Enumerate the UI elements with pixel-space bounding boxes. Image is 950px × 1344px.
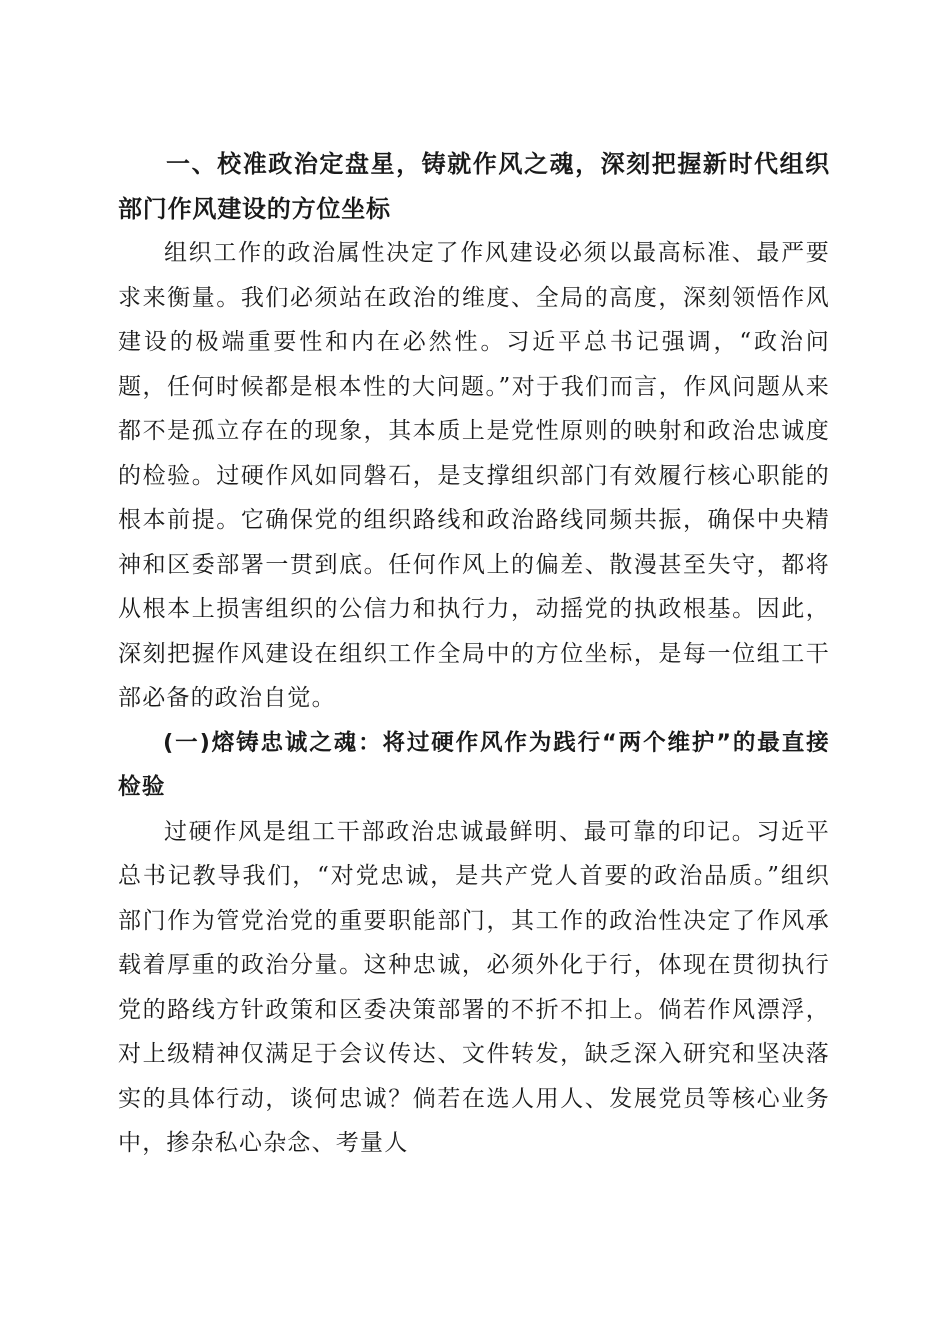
section-heading: 一、校准政治定盘星，铸就作风之魂，深刻把握新时代组织部门作风建设的方位坐标 — [118, 150, 830, 223]
subsection-heading: (一)熔铸忠诚之魂：将过硬作风作为践行“两个维护”的最直接检验 — [118, 729, 830, 800]
document-body — [118, 142, 830, 1166]
body-paragraph: 过硬作风是组工干部政治忠诚最鲜明、最可靠的印记。习近平总书记教导我们，“对党忠诚，是共产党人首要的政治品质。”组织部门作为管党治党的重要职能部门，其工作的政治性决定了作风承载着厚重的政治分量。这种忠诚，必须外化于行，体现在贯彻执行党的路线方针政策和区委决策部署的不折不扣上。倘若作风漂浮，对上级精神仅满足于会议传达、文件转发，缺乏深入研究和坚决落实的具体行动，谈何忠诚？倘若在选人用人、发展党员等核心业务中，掺杂私心杂念、考量人 — [118, 818, 830, 1156]
body-paragraph: 组织工作的政治属性决定了作风建设必须以最高标准、最严要求来衡量。我们必须站在政治的维度、全局的高度，深刻领悟作风建设的极端重要性和内在必然性。习近平总书记强调，“政治问题，任何时候都是根本性的大问题。”对于我们而言，作风问题从来都不是孤立存在的现象，其本质上是党性原则的映射和政治忠诚度的检验。过硬作风如同磐石，是支撑组织部门有效履行核心职能的根本前提。它确保党的组织路线和政治路线同频共振，确保中央精神和区委部署一贯到底。任何作风上的偏差、散漫甚至失守，都将从根本上损害组织的公信力和执行力，动摇党的执政根基。因此，深刻把握作风建设在组织工作全局中的方位坐标，是每一位组工干部必备的政治自觉。 — [118, 240, 830, 711]
